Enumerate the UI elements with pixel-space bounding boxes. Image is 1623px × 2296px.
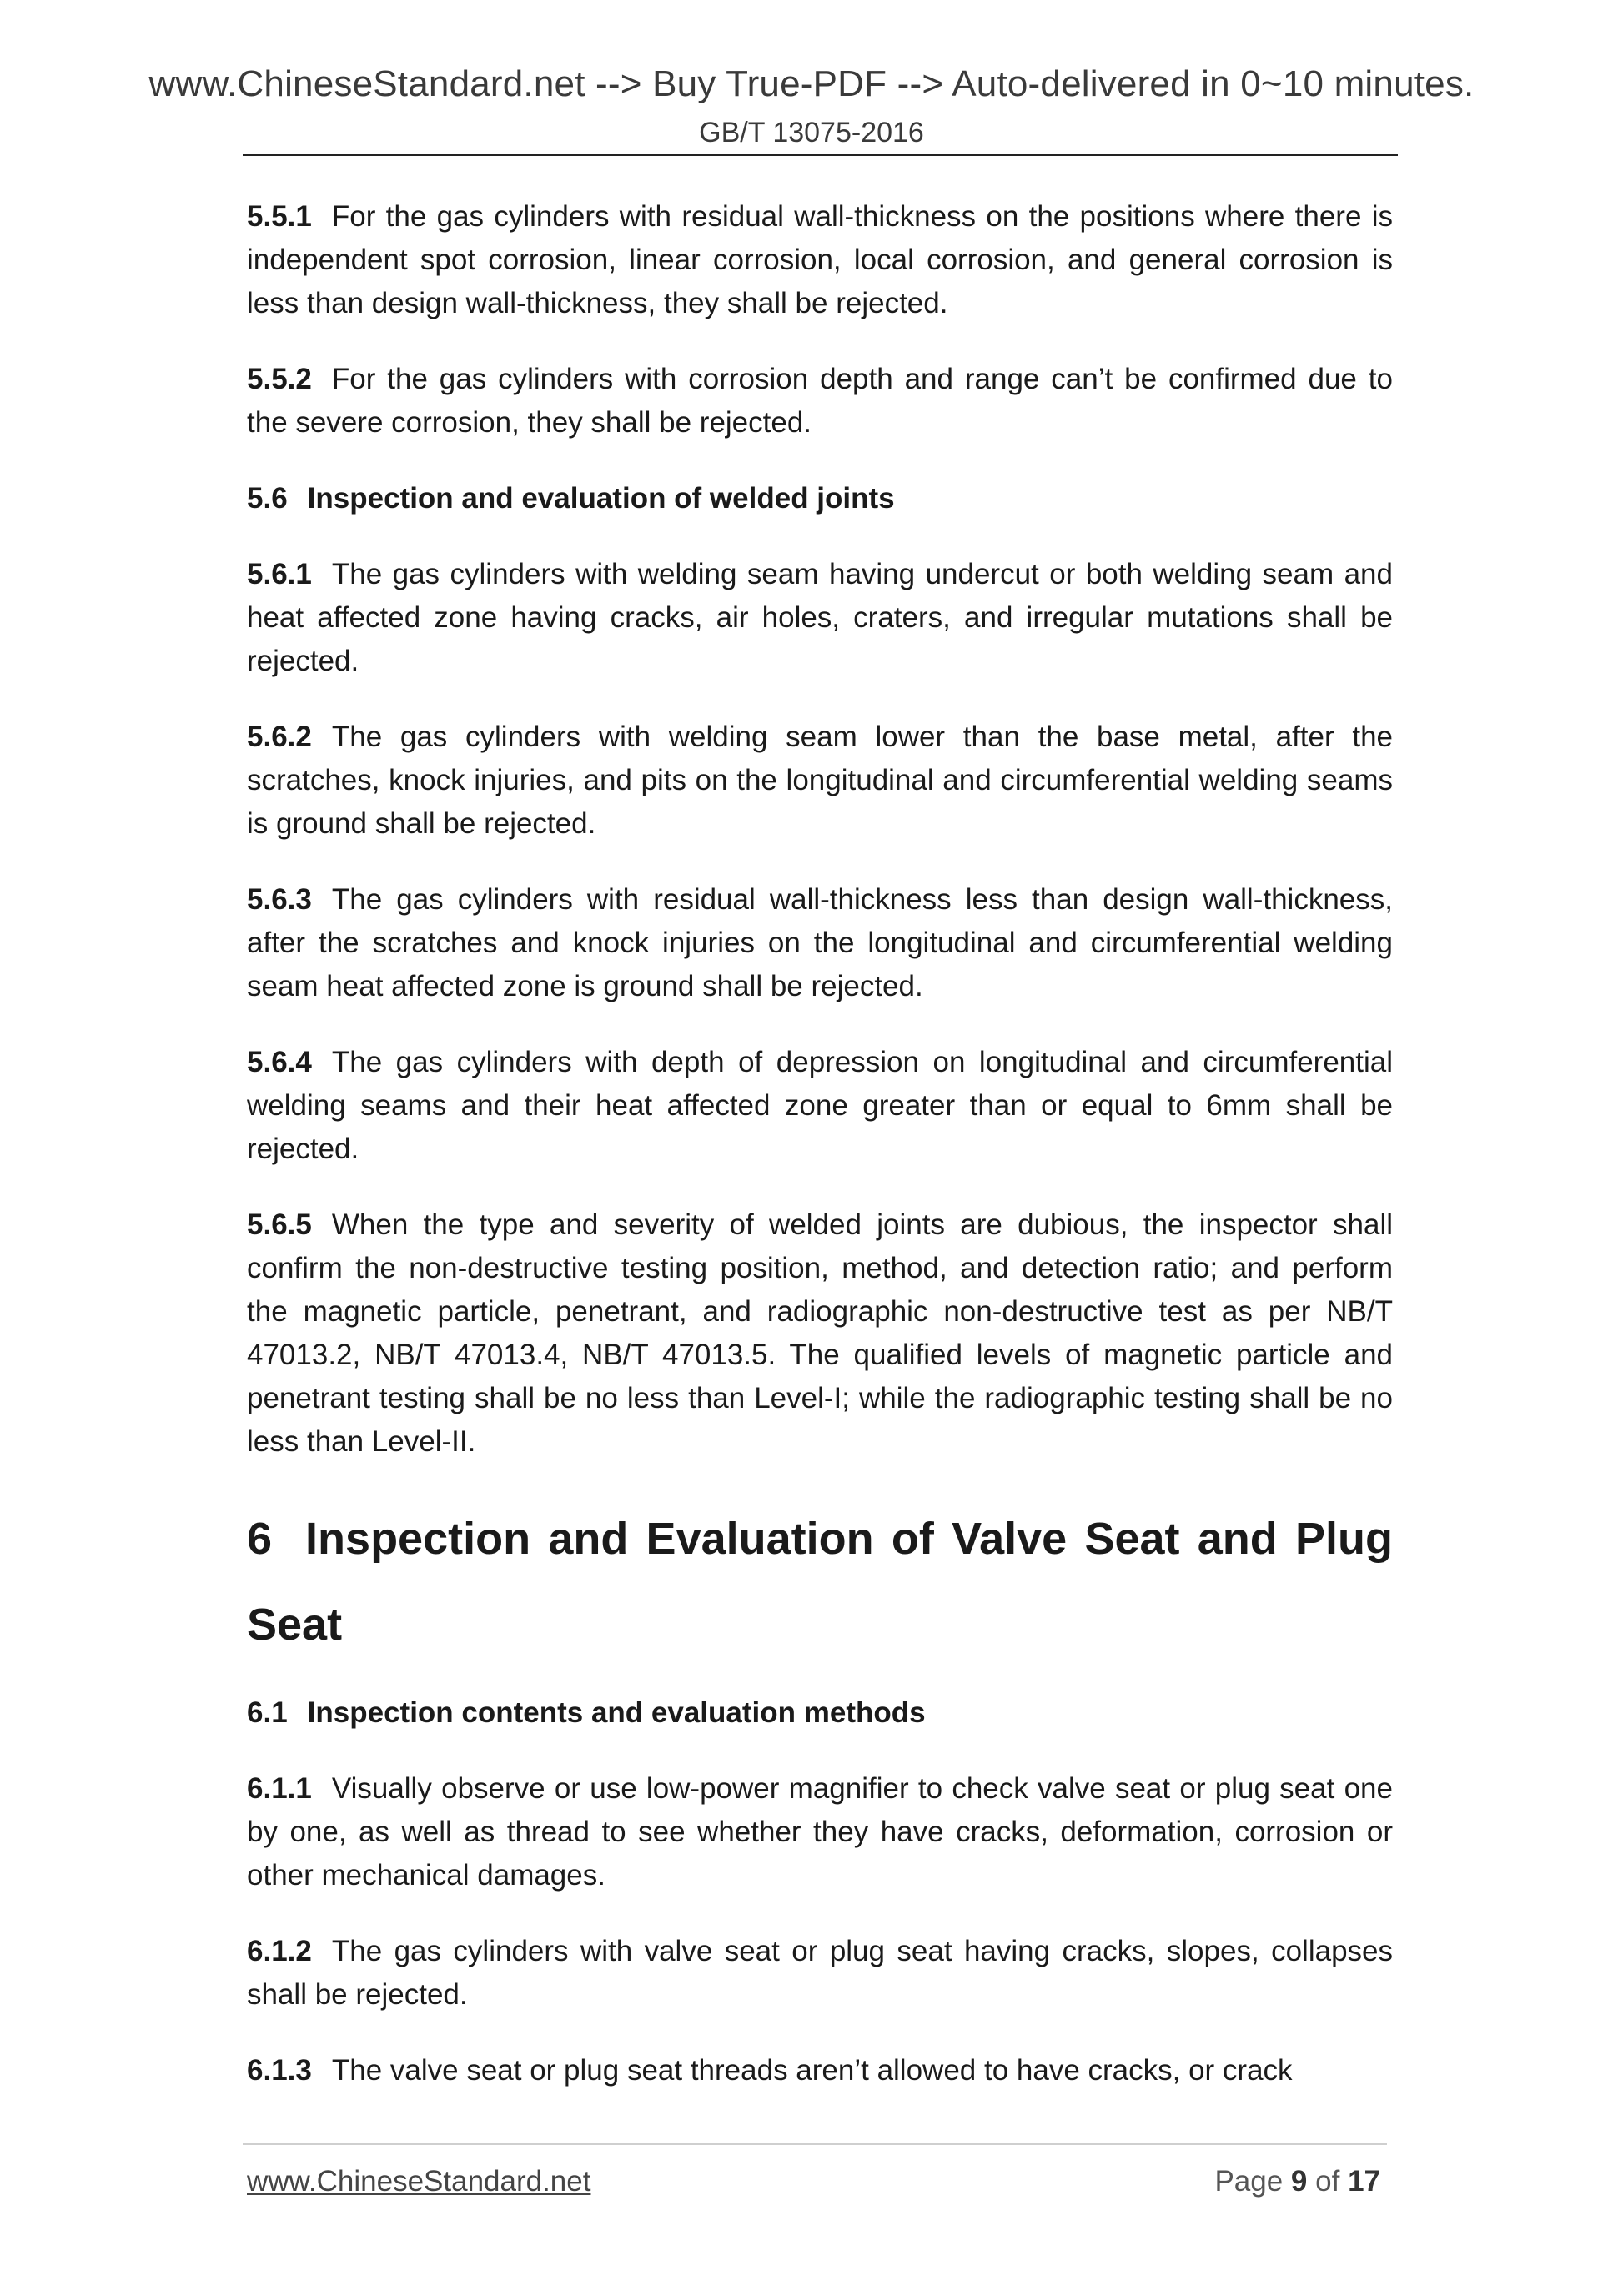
heading-number: 6: [247, 1514, 273, 1564]
clause-number: 5.6.1: [247, 558, 312, 590]
page-total: 17: [1348, 2165, 1380, 2198]
document-body: [247, 195, 1393, 2125]
header-divider: [243, 154, 1398, 156]
clause-text: For the gas cylinders with corrosion depth and range can’t be confirmed due to the severe corrosion, they shall be rejected.: [247, 363, 1393, 439]
clause-5-5-1: [247, 195, 1393, 325]
clause-number: 5.6.3: [247, 883, 312, 916]
clause-6-1-1: [247, 1767, 1393, 1897]
heading-title: Inspection and evaluation of welded joints: [307, 482, 895, 515]
clause-number: 5.6.4: [247, 1046, 312, 1078]
clause-text: For the gas cylinders with residual wall-thickness on the positions where there is independent spot corrosion, linear corrosion, local corrosion, and general corrosion is less than design wall-thickness, they shall be rejected.: [247, 200, 1393, 319]
subsection-heading-6-1: [247, 1691, 1393, 1735]
clause-number: 5.5.2: [247, 363, 312, 395]
heading-number: 6.1: [247, 1696, 288, 1729]
clause-5-6-3: [247, 878, 1393, 1008]
clause-6-1-3: [247, 2049, 1393, 2093]
clause-text: The gas cylinders with welding seam lower than the base metal, after the scratches, knock injuries, and pits on the longitudinal and circumferential welding seams is ground shall be rejected.: [247, 721, 1393, 840]
subsection-heading-5-6: [247, 477, 1393, 520]
clause-number: 5.5.1: [247, 200, 312, 233]
page-banner: www.ChineseStandard.net --> Buy True-PDF --> Auto-delivered in 0~10 minutes.: [148, 63, 1475, 104]
clause-5-6-1: [247, 553, 1393, 683]
page-label: Page: [1214, 2165, 1284, 2198]
footer-divider: [243, 2143, 1387, 2145]
page-current: 9: [1290, 2165, 1308, 2198]
clause-6-1-2: [247, 1930, 1393, 2017]
footer-website-link[interactable]: www.ChineseStandard.net: [247, 2165, 591, 2198]
heading-title: Inspection and Evaluation of Valve Seat and Plug Seat: [247, 1514, 1393, 1650]
clause-5-5-2: [247, 358, 1393, 445]
standard-code: GB/T 13075-2016: [699, 117, 924, 148]
section-heading-6: [247, 1496, 1393, 1668]
clause-text: The valve seat or plug seat threads aren’t allowed to have cracks, or crack: [331, 2054, 1293, 2087]
clause-text: When the type and severity of welded joints are dubious, the inspector shall confirm the non-destructive testing position, method, and detection ratio; and perform the magnetic particle, penetrant, and radiographic non-destructive test as per NB/T 47013.2, NB/T 47013.4, NB/T 47013.5. The qualified levels of magnetic particle and penetrant testing shall be no less than Level-I; while the radiographic testing shall be no less than Level-II.: [247, 1208, 1393, 1458]
clause-text: The gas cylinders with valve seat or plug seat having cracks, slopes, collapses shall be rejected.: [247, 1935, 1393, 2011]
clause-text: Visually observe or use low-power magnifier to check valve seat or plug seat one by one, as well as thread to see whether they have cracks, deformation, corrosion or other mechanical damages.: [247, 1772, 1393, 1892]
clause-5-6-2: [247, 716, 1393, 846]
heading-number: 5.6: [247, 482, 288, 515]
clause-text: The gas cylinders with depth of depression on longitudinal and circumferential welding seams and their heat affected zone greater than or equal to 6mm shall be rejected.: [247, 1046, 1393, 1165]
page-of-label: of: [1315, 2165, 1340, 2198]
clause-text: The gas cylinders with residual wall-thickness less than design wall-thickness, after the scratches and knock injuries on the longitudinal and circumferential welding seam heat affected zone is ground shall be rejected.: [247, 883, 1393, 1002]
clause-number: 6.1.1: [247, 1772, 312, 1805]
clause-text: The gas cylinders with welding seam having undercut or both welding seam and heat affected zone having cracks, air holes, craters, and irregular mutations shall be rejected.: [247, 558, 1393, 677]
clause-number: 5.6.2: [247, 721, 312, 753]
clause-5-6-5: [247, 1203, 1393, 1464]
clause-number: 6.1.3: [247, 2054, 312, 2087]
clause-number: 6.1.2: [247, 1935, 312, 1967]
page-number: [1214, 2165, 1380, 2198]
clause-5-6-4: [247, 1041, 1393, 1171]
heading-title: Inspection contents and evaluation methods: [307, 1696, 926, 1729]
clause-number: 5.6.5: [247, 1208, 312, 1241]
